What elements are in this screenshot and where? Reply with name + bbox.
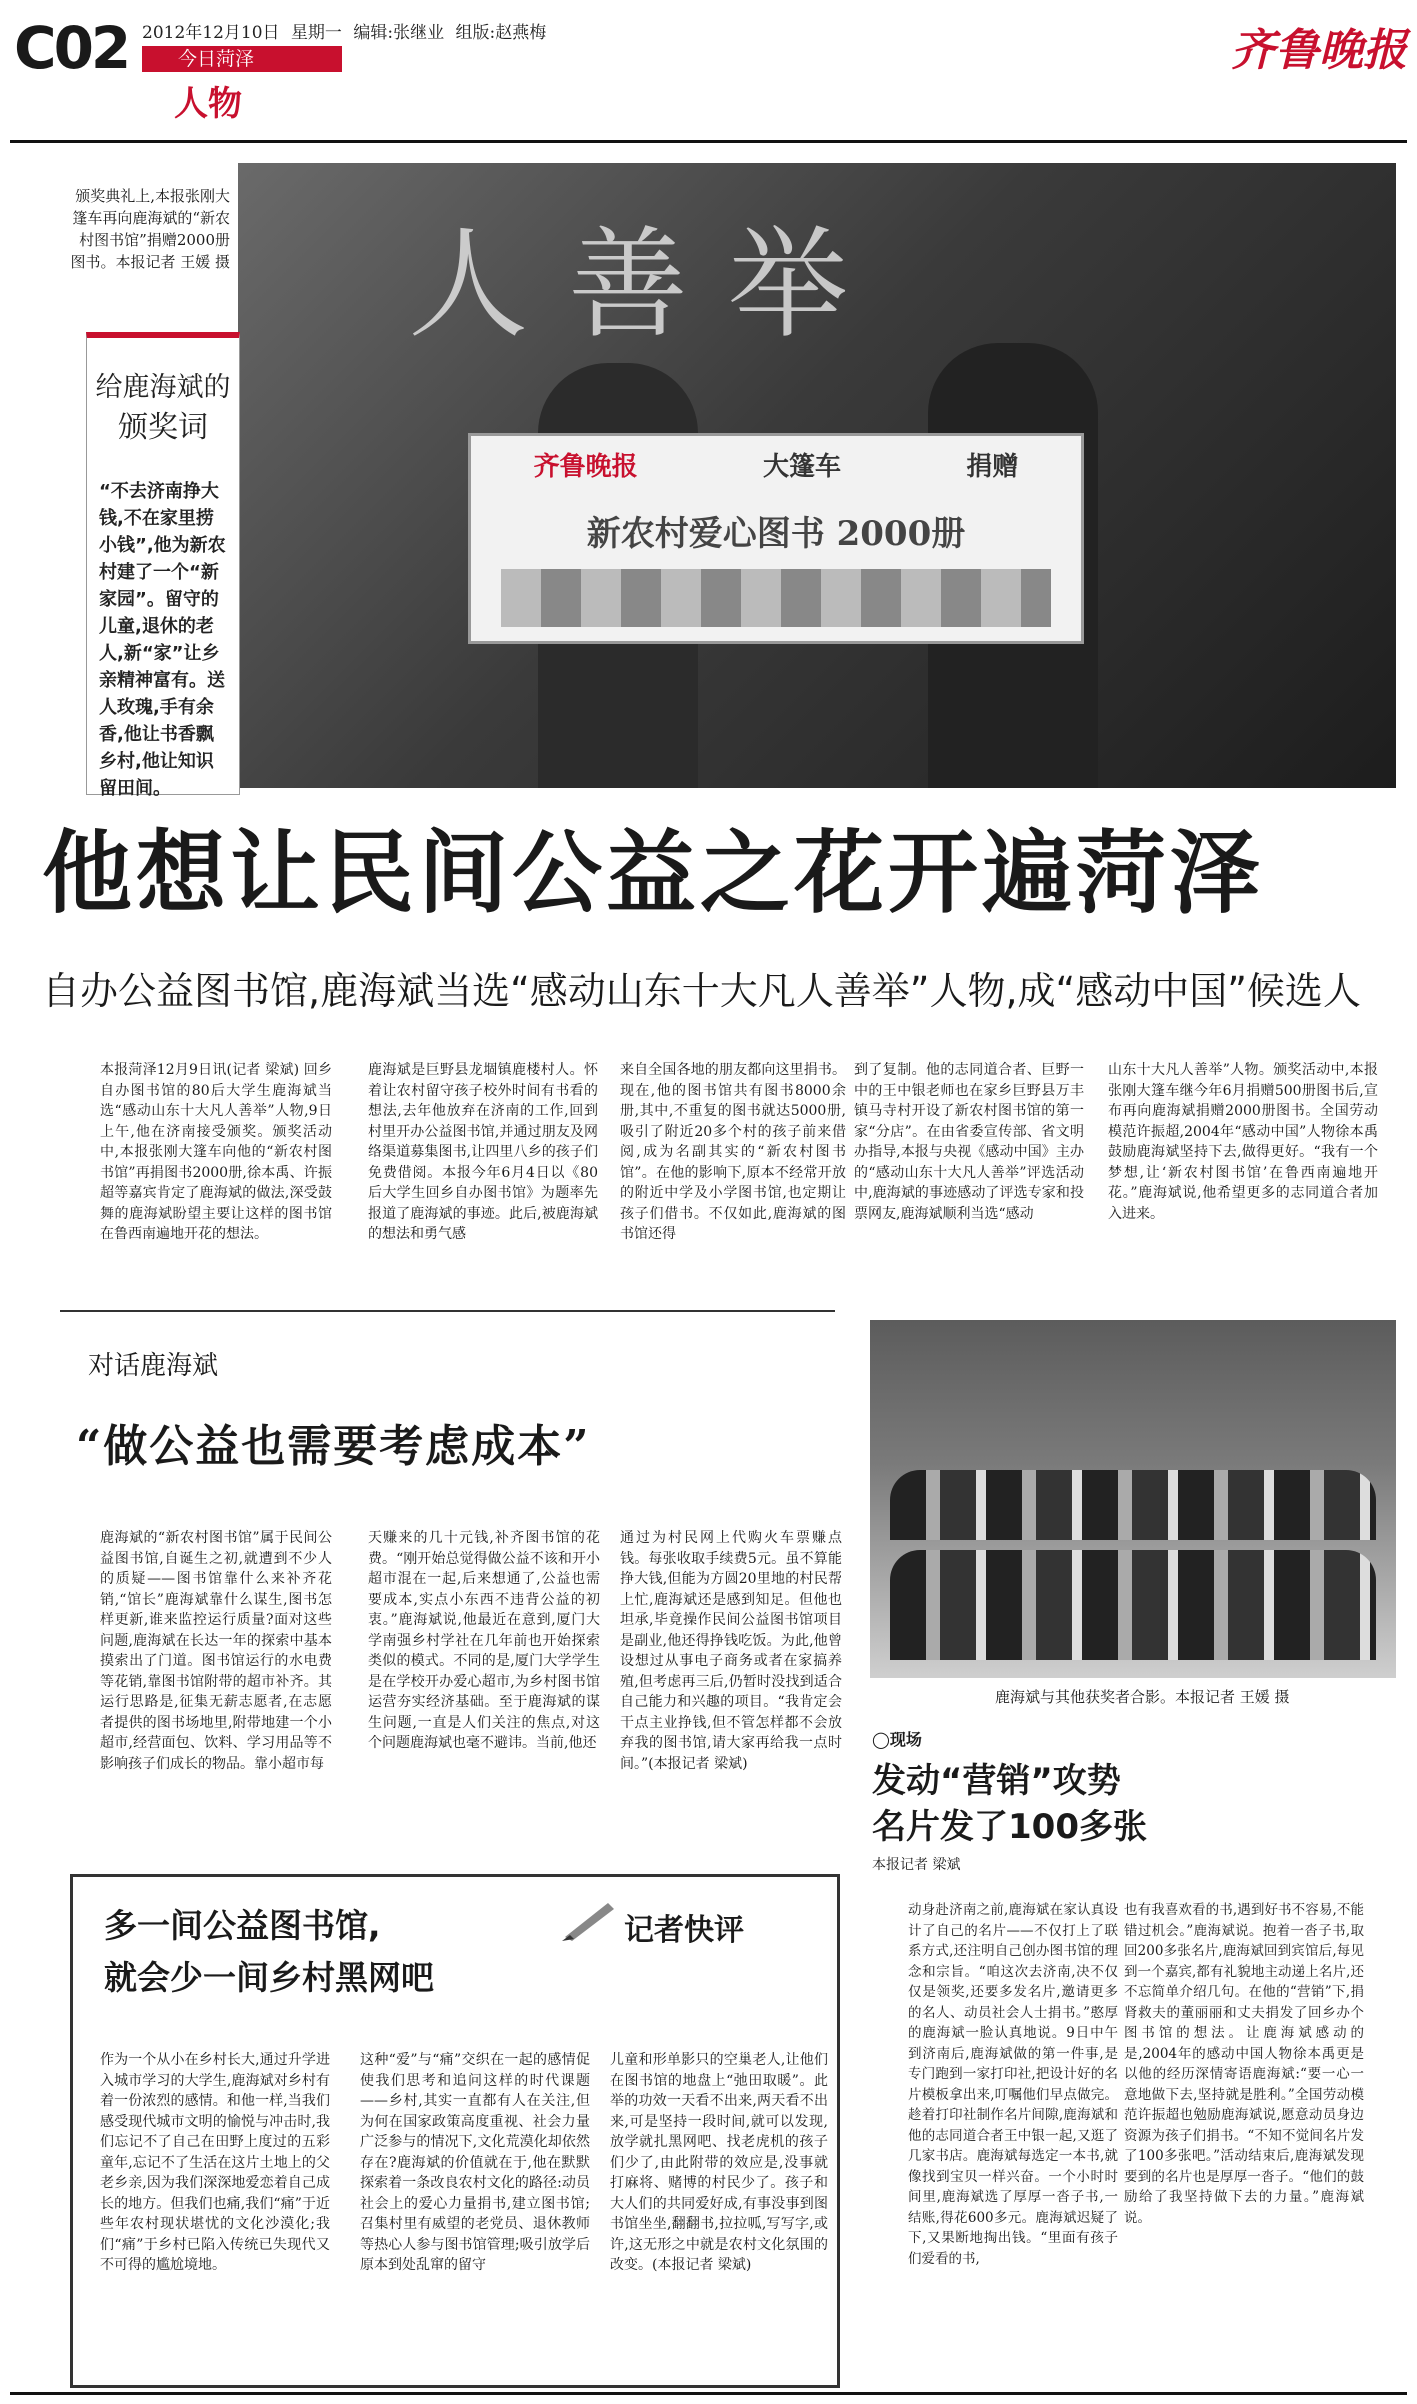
- photo-caption-top: 颁奖典礼上,本报张刚大篷车再向鹿海斌的“新农村图书馆”捐赠2000册图书。本报记者 王媛 摄: [70, 187, 230, 271]
- story-column-3: 来自全国各地的朋友都向这里捐书。现在,他的图书馆共有图书8000余册,其中,不重复的图书就达5000册,吸引了附近20多个村的孩子前来借阅,成为名副其实的“新农村图书馆”。在他的影响下,原本不经常开放的附近中学及小学图书馆,也定期让孩子们借书。不仅如此,鹿海斌的图书馆还得: [620, 1062, 846, 1242]
- group-photo-caption: 鹿海斌与其他获奖者合影。本报记者 王媛 摄: [995, 1688, 1290, 1706]
- quill-icon: [560, 1895, 620, 1945]
- scene-title: [872, 1758, 1147, 1850]
- story-column-2: 鹿海斌是巨野县龙堌镇鹿楼村人。怀着让农村留守孩子校外时间有书看的想法,去年他放弃在济南的工作,回到村里开办公益图书馆,并通过朋友及网络渠道募集图书,让四里八乡的孩子们免费借阅。本报今年6月4日以《80后大学生回乡自办图书馆》为题率先报道了鹿海斌的事迹。此后,被鹿海斌的想法和勇气感: [368, 1062, 598, 1242]
- commentary-tag: 记者快评: [624, 1913, 744, 1948]
- header-meta: [142, 18, 546, 43]
- board-donate-text: 捐赠: [966, 451, 1019, 482]
- scene-column-1: 动身赴济南之前,鹿海斌在家认真设计了自己的名片——不仅打上了联系方式,还注明自己创办图书馆的理念和宗旨。“咱这次去济南,决不仅仅是领奖,还要多发名片,邀请更多的名人、动员社会人士捐书。”憨厚的鹿海斌一脸认真地说。9日中午到济南后,鹿海斌做的第一件事,是专门跑到一家打印社,把设计好的名片模板拿出来,叮嘱他们早点做完。趁着打印社制作名片间隙,鹿海斌和他的志同道合者王中银一起,又逛了几家书店。鹿海斌每选定一本书,就像找到宝贝一样兴奋。一个小时时间里,鹿海斌选了厚厚一沓子书,一结账,得花600多元。鹿海斌迟疑了下,又果断地掏出钱。“里面有孩子们爱看的书,: [908, 1902, 1118, 2267]
- commentary-column-3: 儿童和形单影只的空巢老人,让他们在图书馆的地盘上“弛田取暖”。此举的功效一天看不出来,两天看不出来,可是坚持一段时间,就可以发现,放学就扎黑网吧、找老虎机的孩子们少了,由此附带的效应是,没事就打麻将、赌博的村民少了。孩子和大人们的共同爱好成,有事没事到图书馆坐坐,翻翻书,拉拉呱,写写字,或许,这无形之中就是农村文化氛围的改变。(本报记者 梁斌): [610, 2052, 828, 2273]
- group-photo-front-row: [890, 1550, 1376, 1660]
- commentary-column-2: 这种“爱”与“痛”交织在一起的感情促使我们思考和追问这样的时代课题——乡村,其实一直都有人在关注,但为何在国家政策高度重视、社会力量广泛参与的情况下,文化荒漠化却依然存在?鹿海斌的价值就在于,他在默默探索着一条改良农村文化的路径:动员社会上的爱心力量捐书,建立图书馆;召集村里有威望的老党员、退休教师等热心人参与图书馆管理;吸引放学后原本到处乱窜的留守: [360, 2052, 590, 2273]
- story-column-5: 山东十大凡人善举”人物。颁奖活动中,本报张刚大篷车继今年6月捐赠500册图书后,宣布再向鹿海斌捐赠2000册图书。全国劳动模范许振超,2004年“感动中国”人物徐本禹鼓励鹿海斌坚持下去,做得更好。“我有一个梦想,让‘新农村图书馆’在鲁西南遍地开花。”鹿海斌说,他希望更多的志同道合者加入进来。: [1108, 1062, 1378, 1222]
- commentary-column-1: 作为一个从小在乡村长大,通过升学进入城市学习的大学生,鹿海斌对乡村有着一份浓烈的感情。和他一样,当我们感受现代城市文明的愉悦与冲击时,我们忘记不了自己在田野上度过的五彩童年,忘记不了生活在这片土地上的父老乡亲,因为我们深深地爱恋着自己成长的地方。但我们也痛,我们“痛”于近些年农村现状堪忧的文化沙漠化;我们“痛”于乡村已陷入传统已失现代又不可得的尴尬境地。: [100, 2052, 330, 2273]
- award-ceremony-photo: [238, 163, 1396, 788]
- footer-rule: [10, 2392, 1407, 2395]
- scene-column-2: 也有我喜欢看的书,遇到好书不容易,不能错过机会。”鹿海斌说。抱着一沓子书,取回200多张名片,鹿海斌回到宾馆后,每见到一个嘉宾,都有礼貌地主动递上名片,还不忘简单介绍几句。在他的“营销”下,捐肾救夫的董丽丽和丈夫捐发了回乡办个图书馆的想法。让鹿海斌感动的是,2004年的感动中国人物徐本禹更是以他的经历深情寄语鹿海斌:“要一心一意地做下去,坚持就是胜利。”全国劳动模范许振超也勉励鹿海斌说,愿意动员身边资源为孩子们捐书。“不知不觉间名片发了100多张吧。”活动结束后,鹿海斌发现要到的名片也是厚厚一沓子。“他们的鼓励给了我坚持做下去的力量。”鹿海斌说。: [1124, 1902, 1364, 2226]
- issue-date: 2012年12月10日: [142, 23, 280, 43]
- dialog-column-1: 鹿海斌的“新农村图书馆”属于民间公益图书馆,自诞生之初,就遭到不少人的质疑——图书馆靠什么来补齐花销,“馆长”鹿海斌靠什么谋生,图书怎样更新,谁来监控运行质量?面对这些问题,鹿海斌在长达一年的探索中基本摸索出了门道。图书馆运行的水电费等花销,靠图书馆附带的超市补齐。其运行思路是,征集无薪志愿者,在志愿者提供的图书场地里,附带地建一个小超市,经营面包、饮料、学习用品等不影响孩子们成长的物品。靠小超市每: [100, 1530, 332, 1772]
- scene-bullet-icon: ◯: [872, 1730, 890, 1749]
- scene-label-text: 现场: [889, 1730, 922, 1749]
- group-photo-back-row: [890, 1470, 1376, 1540]
- commentary-title-line2: 就会少一间乡村黑网吧: [104, 1958, 434, 1997]
- commentary-title-line1: 多一间公益图书馆,: [104, 1906, 381, 1945]
- award-speech-body: “不去济南挣大钱,不在家里捞小钱”,他为新农村建了一个“新家园”。留守的儿童,退休的老人,新“家”让乡亲精神富有。送人玫瑰,手有余香,他让书香飘乡村,他让知识留田间。: [99, 481, 226, 799]
- stage-banner-text: 人善举: [408, 216, 888, 355]
- main-headline: 他想让民间公益之花开遍菏泽: [42, 821, 1264, 926]
- sub-headline: 自办公益图书馆,鹿海斌当选“感动山东十大凡人善举”人物,成“感动中国”候选人: [42, 969, 1361, 1013]
- donation-board-photos: [501, 569, 1051, 627]
- dialog-divider: [60, 1310, 835, 1312]
- award-speech-box: [86, 332, 240, 799]
- scene-title-line1: 发动“营销”攻势: [872, 1761, 1121, 1801]
- editor-credit: 编辑:张继业: [353, 23, 445, 43]
- header-rule: [10, 140, 1407, 143]
- dialog-column-3: 通过为村民网上代购火车票赚点钱。每张收取手续费5元。虽不算能挣大钱,但能为方圆20里地的村民帮上忙,鹿海斌还是感到知足。但他也坦承,毕竟操作民间公益图书馆项目是副业,他还得挣钱吃饭。为此,他曾设想过从事电子商务或者在家搞养殖,但考虑再三后,仍暂时没找到适合自己能力和兴趣的项目。“我肯定会干点主业挣钱,但不管怎样都不会放弃我的图书馆,请大家再给我一点时间。”(本报记者 梁斌): [620, 1530, 842, 1772]
- section-title: 人物: [174, 84, 242, 124]
- scene-title-line2: 名片发了100多张: [872, 1807, 1147, 1847]
- award-speech-title: [87, 368, 239, 448]
- donation-board-header: [471, 436, 1081, 492]
- donation-board-title: 新农村爱心图书 2000册: [586, 514, 966, 554]
- story-column-1: 本报菏泽12月9日讯(记者 梁斌) 回乡自办图书馆的80后大学生鹿海斌当选“感动山东十大凡人善举”人物,9日上午,他在济南接受颁奖。颁奖活动中,本报张刚大篷车向他的“新农村图书馆”再捐图书2000册,徐本禹、许振超等嘉宾肯定了鹿海斌的做法,深受鼓舞的鹿海斌盼望主要让这样的图书馆在鲁西南遍地开花的想法。: [100, 1062, 332, 1242]
- group-photo: [870, 1320, 1396, 1678]
- dialog-column-2: 天赚来的几十元钱,补齐图书馆的花费。“刚开始总觉得做公益不该和开小超市混在一起,后来想通了,公益也需要成本,实点小东西不违背公益的初衷。”鹿海斌说,他最近在意到,厦门大学南强乡村学社在几年前也开始探索类似的模式。不同的是,厦门大学学生是在学校开办爱心超市,为乡村图书馆运营夯实经济基础。至于鹿海斌的谋生问题,一直是人们关注的焦点,对这个问题鹿海斌也毫不避讳。当前,他还: [368, 1530, 600, 1751]
- board-logo-text: 齐鲁晚报: [533, 451, 638, 482]
- scene-byline: 本报记者 梁斌: [872, 1857, 961, 1873]
- dialog-title: “做公益也需要考虑成本”: [76, 1421, 591, 1472]
- award-speech-title-line2: 颁奖词: [118, 410, 208, 445]
- issue-weekday: 星期一: [290, 23, 342, 43]
- section-label: 今日菏泽: [142, 46, 342, 72]
- masthead-logo: 齐鲁晚报: [1231, 25, 1407, 76]
- layout-credit: 组版:赵燕梅: [455, 23, 547, 43]
- board-caravan-text: 大篷车: [762, 451, 841, 482]
- commentary-title: [104, 1900, 434, 2004]
- award-speech-title-line1: 给鹿海斌的: [95, 372, 231, 403]
- scene-label: [872, 1727, 922, 1750]
- page-number: C02: [14, 14, 129, 82]
- donation-board: [468, 433, 1084, 644]
- dialog-kicker: 对话鹿海斌: [88, 1351, 219, 1381]
- story-column-4: 到了复制。他的志同道合者、巨野一中的王中银老师也在家乡巨野县万丰镇马寺村开设了新农村图书馆的第一家“分店”。在由省委宣传部、省文明办指导,本报与央视《感动中国》主办的“感动山东十大凡人善举”评选活动中,鹿海斌的事迹感动了评选专家和投票网友,鹿海斌顺利当选“感动: [854, 1062, 1084, 1222]
